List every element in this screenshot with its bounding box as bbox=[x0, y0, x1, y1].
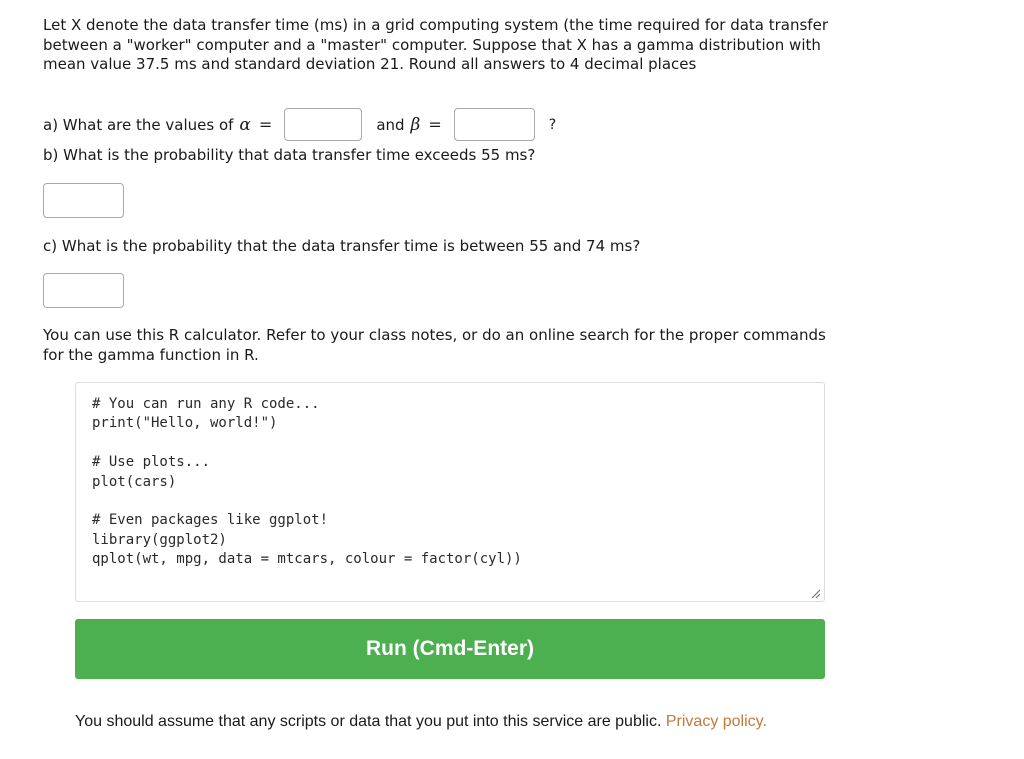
problem-intro: Let X denote the data transfer time (ms) in a grid computing system (the time required for data transfer between a "worker" computer and a "master" computer. Suppose that X has a gamma distribution with mean value 37.5 ms and standard deviation 21. Round all answers to 4 decimal places bbox=[43, 16, 828, 73]
question-a bbox=[43, 108, 556, 141]
beta-equals: = bbox=[428, 115, 442, 134]
alpha-equals: = bbox=[258, 115, 273, 134]
question-b-text: b) What is the probability that data transfer time exceeds 55 ms? bbox=[43, 146, 536, 164]
question-a-suffix: ? bbox=[548, 116, 557, 133]
r-calculator-note: You can use this R calculator. Refer to your class notes, or do an online search for the proper commands for the gamma function in R. bbox=[43, 326, 826, 364]
alpha-input[interactable] bbox=[284, 108, 362, 141]
question-b-input[interactable] bbox=[43, 183, 124, 218]
privacy-notice bbox=[75, 713, 767, 731]
privacy-policy-link[interactable]: Privacy policy. bbox=[665, 713, 767, 730]
and-label: and bbox=[376, 115, 405, 134]
question-c-input[interactable] bbox=[43, 273, 124, 308]
r-code-editor[interactable] bbox=[75, 382, 825, 602]
run-button[interactable]: Run (Cmd-Enter) bbox=[75, 619, 825, 679]
beta-input[interactable] bbox=[454, 108, 535, 141]
resize-handle-icon[interactable] bbox=[810, 588, 820, 598]
privacy-notice-text: You should assume that any scripts or data that you put into this service are public. bbox=[75, 713, 662, 730]
question-a-prefix: a) What are the values of bbox=[43, 115, 234, 134]
question-container bbox=[43, 16, 843, 364]
alpha-symbol: α bbox=[239, 114, 251, 135]
beta-symbol: β bbox=[410, 114, 421, 135]
code-content[interactable]: # You can run any R code... print("Hello, world!") # Use plots... plot(cars) # Even packages like ggplot! library(ggplot2) qplot(wt, mpg, data = mtcars, colour = factor(cyl)) bbox=[92, 396, 522, 568]
question-c-text: c) What is the probability that the data transfer time is between 55 and 74 ms? bbox=[43, 237, 641, 255]
